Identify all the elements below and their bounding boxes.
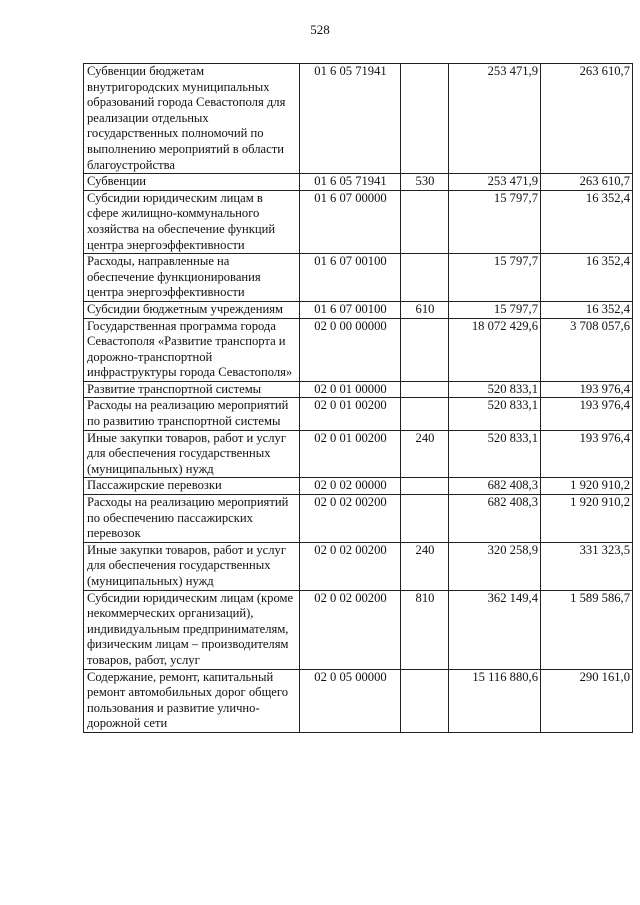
expense-name-cell: Иные закупки товаров, работ и услуг для обеспечения государственных (муниципальных) нужд <box>84 430 300 478</box>
amount-year-2-cell: 16 352,4 <box>541 190 633 253</box>
target-code-cell: 02 0 02 00200 <box>300 495 401 543</box>
amount-year-1-cell: 15 797,7 <box>449 301 541 318</box>
target-code-cell: 02 0 01 00200 <box>300 398 401 430</box>
target-code-cell: 02 0 05 00000 <box>300 669 401 732</box>
table-row <box>84 430 633 478</box>
expense-type-cell <box>401 254 449 302</box>
target-code-cell: 02 0 01 00000 <box>300 381 401 398</box>
table-row <box>84 398 633 430</box>
amount-year-1-cell: 362 149,4 <box>449 590 541 669</box>
amount-year-2-cell: 193 976,4 <box>541 381 633 398</box>
expense-name-cell: Субвенции <box>84 174 300 191</box>
expense-type-cell <box>401 64 449 174</box>
amount-year-2-cell: 16 352,4 <box>541 254 633 302</box>
table-row <box>84 381 633 398</box>
amount-year-1-cell: 15 116 880,6 <box>449 669 541 732</box>
amount-year-2-cell: 331 323,5 <box>541 542 633 590</box>
expense-name-cell: Иные закупки товаров, работ и услуг для обеспечения государственных (муниципальных) нужд <box>84 542 300 590</box>
expense-name-cell: Пассажирские перевозки <box>84 478 300 495</box>
target-code-cell: 01 6 07 00000 <box>300 190 401 253</box>
amount-year-2-cell: 1 589 586,7 <box>541 590 633 669</box>
amount-year-1-cell: 18 072 429,6 <box>449 318 541 381</box>
expense-type-cell <box>401 190 449 253</box>
amount-year-1-cell: 682 408,3 <box>449 478 541 495</box>
amount-year-2-cell: 290 161,0 <box>541 669 633 732</box>
expense-type-cell: 240 <box>401 430 449 478</box>
amount-year-2-cell: 1 920 910,2 <box>541 478 633 495</box>
expense-type-cell <box>401 381 449 398</box>
expense-type-cell <box>401 398 449 430</box>
amount-year-1-cell: 15 797,7 <box>449 254 541 302</box>
expense-type-cell <box>401 669 449 732</box>
table-row <box>84 495 633 543</box>
budget-table <box>83 63 633 733</box>
amount-year-2-cell: 16 352,4 <box>541 301 633 318</box>
expense-type-cell: 810 <box>401 590 449 669</box>
expense-name-cell: Субсидии юридическим лицам в сфере жилищно-коммунального хозяйства на обеспечение функций центра энергоэффективности <box>84 190 300 253</box>
target-code-cell: 02 0 01 00200 <box>300 430 401 478</box>
amount-year-2-cell: 3 708 057,6 <box>541 318 633 381</box>
amount-year-2-cell: 263 610,7 <box>541 64 633 174</box>
amount-year-1-cell: 520 833,1 <box>449 398 541 430</box>
amount-year-2-cell: 263 610,7 <box>541 174 633 191</box>
expense-type-cell: 610 <box>401 301 449 318</box>
target-code-cell: 01 6 07 00100 <box>300 301 401 318</box>
table-row <box>84 478 633 495</box>
expense-name-cell: Расходы, направленные на обеспечение функционирования центра энергоэффективности <box>84 254 300 302</box>
target-code-cell: 01 6 05 71941 <box>300 64 401 174</box>
expense-name-cell: Субсидии юридическим лицам (кроме некоммерческих организаций), индивидуальным предпринимателям, физическим лицам – производителям товаров, работ, услуг <box>84 590 300 669</box>
amount-year-1-cell: 520 833,1 <box>449 430 541 478</box>
expense-type-cell <box>401 318 449 381</box>
expense-type-cell: 240 <box>401 542 449 590</box>
table-row <box>84 190 633 253</box>
expense-name-cell: Содержание, ремонт, капитальный ремонт автомобильных дорог общего пользования и развитие улично-дорожной сети <box>84 669 300 732</box>
table-row <box>84 669 633 732</box>
expense-type-cell <box>401 478 449 495</box>
budget-table-body <box>84 64 633 733</box>
target-code-cell: 01 6 07 00100 <box>300 254 401 302</box>
amount-year-2-cell: 1 920 910,2 <box>541 495 633 543</box>
expense-name-cell: Государственная программа города Севастополя «Развитие транспорта и дорожно-транспортной инфраструктуры города Севастополя» <box>84 318 300 381</box>
table-row <box>84 301 633 318</box>
target-code-cell: 02 0 00 00000 <box>300 318 401 381</box>
table-row <box>84 590 633 669</box>
page-number: 528 <box>310 22 330 37</box>
target-code-cell: 02 0 02 00200 <box>300 590 401 669</box>
amount-year-1-cell: 320 258,9 <box>449 542 541 590</box>
table-row <box>84 174 633 191</box>
expense-name-cell: Развитие транспортной системы <box>84 381 300 398</box>
amount-year-1-cell: 253 471,9 <box>449 64 541 174</box>
expense-name-cell: Расходы на реализацию мероприятий по обеспечению пассажирских перевозок <box>84 495 300 543</box>
amount-year-1-cell: 253 471,9 <box>449 174 541 191</box>
target-code-cell: 02 0 02 00000 <box>300 478 401 495</box>
expense-type-cell <box>401 495 449 543</box>
table-row <box>84 254 633 302</box>
target-code-cell: 01 6 05 71941 <box>300 174 401 191</box>
amount-year-1-cell: 520 833,1 <box>449 381 541 398</box>
expense-name-cell: Расходы на реализацию мероприятий по развитию транспортной системы <box>84 398 300 430</box>
amount-year-2-cell: 193 976,4 <box>541 430 633 478</box>
table-row <box>84 64 633 174</box>
expense-name-cell: Субсидии бюджетным учреждениям <box>84 301 300 318</box>
amount-year-1-cell: 15 797,7 <box>449 190 541 253</box>
expense-type-cell: 530 <box>401 174 449 191</box>
table-row <box>84 318 633 381</box>
target-code-cell: 02 0 02 00200 <box>300 542 401 590</box>
table-row <box>84 542 633 590</box>
amount-year-1-cell: 682 408,3 <box>449 495 541 543</box>
amount-year-2-cell: 193 976,4 <box>541 398 633 430</box>
expense-name-cell: Субвенции бюджетам внутригородских муниципальных образований города Севастополя для реализации отдельных государственных полномочий по выполнению мероприятий в области благоустройства <box>84 64 300 174</box>
